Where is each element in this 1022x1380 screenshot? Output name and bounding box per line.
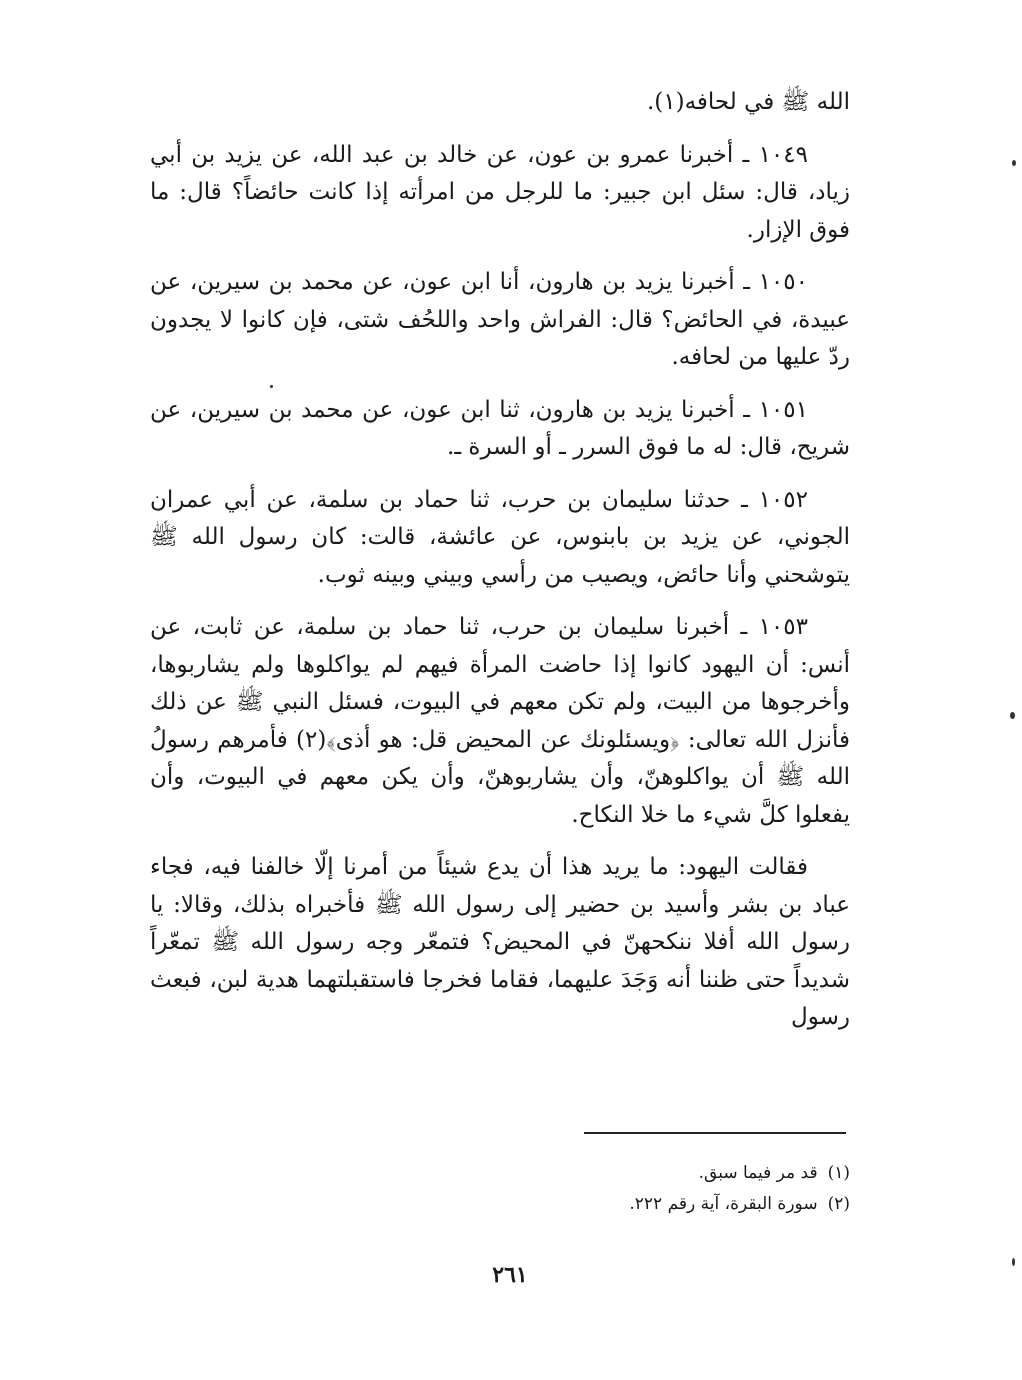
footnote-1-number: (١) <box>827 1163 850 1183</box>
scan-speck <box>270 385 273 388</box>
footnotes <box>400 1158 850 1220</box>
footnote-separator <box>584 1132 846 1134</box>
scan-speck <box>1012 1258 1015 1266</box>
hadith-1053-continued: فقالت اليهود: ما يريد هذا أن يدع شيئاً من أمرنا إلّا خالفنا فيه، فجاء عباد بن بشر وأسيد بن حضير إلى رسول الله ﷺ فأخبراه بذلك، وقالا: يا رسول الله أفلا ننكحهنّ في المحيض؟ فتمعّر وجه رسول الله ﷺ تمعّراً شديداً حتى ظننا أنه وَجَدَ عليهما، فقاما فخرجا فاستقبلتهما هدية لبن، فبعث رسول <box>150 854 850 1030</box>
hadith-1051: ١٠٥١ ـ أخبرنا يزيد بن هارون، ثنا ابن عون، عن محمد بن سيرين، عن شريح، قال: له ما فوق السرر ـ أو السرة ـ. <box>150 396 850 460</box>
scan-speck <box>1010 712 1015 719</box>
footnote-2-number: (٢) <box>827 1194 850 1214</box>
footnote-2-text: سورة البقرة، آية رقم ٢٢٢. <box>629 1194 818 1214</box>
footnote-1-text: قد مر فيما سبق. <box>698 1163 818 1183</box>
paragraph-continuation: الله ﷺ في لحافه(١). <box>646 89 850 115</box>
main-text <box>150 84 850 1052</box>
hadith-1050: ١٠٥٠ ـ أخبرنا يزيد بن هارون، أنا ابن عون، عن محمد بن سيرين، عن عبيدة، في الحائض؟ قال: الفراش واحد واللحُف شتى، فإن كانوا لا يجدون ردّ عليها من لحافه. <box>150 269 850 370</box>
page-number: ٢٦١ <box>492 1262 528 1288</box>
hadith-1052: ١٠٥٢ ـ حدثنا سليمان بن حرب، ثنا حماد بن سلمة، عن أبي عمران الجوني، عن يزيد بن بابنوس، عن عائشة، قالت: كان رسول الله ﷺ يتوشحني وأنا حائض، ويصيب من رأسي وبيني وبينه ثوب. <box>150 486 850 588</box>
hadith-1053: ١٠٥٣ ـ أخبرنا سليمان بن حرب، ثنا حماد بن سلمة، عن ثابت، عن أنس: أن اليهود كانوا إذا حاضت المرأة فيهم لم يواكلوها ولم يشاربوها، وأخرجوها من البيت، ولم تكن معهم في البيوت، فسئل النبي ﷺ عن ذلك فأنزل الله تعالى: ﴿ويسئلونك عن المحيض قل: هو أذى﴾(٢) فأمرهم رسولُ الله ﷺ أن يواكلوهنّ، وأن يشاربوهنّ، وأن يكن معهم في البيوت، وأن يفعلوا كلَّ شيء ما خلا النكاح. <box>150 614 851 828</box>
footnote-2 <box>400 1189 850 1220</box>
hadith-1049: ١٠٤٩ ـ أخبرنا عمرو بن عون، عن خالد بن عبد الله، عن يزيد بن أبي زياد، قال: سئل ابن جبير: ما للرجل من امرأته إذا كانت حائضاً؟ قال: ما فوق الإزار. <box>150 141 850 243</box>
scan-speck <box>1012 160 1016 166</box>
footnote-1 <box>400 1158 850 1189</box>
